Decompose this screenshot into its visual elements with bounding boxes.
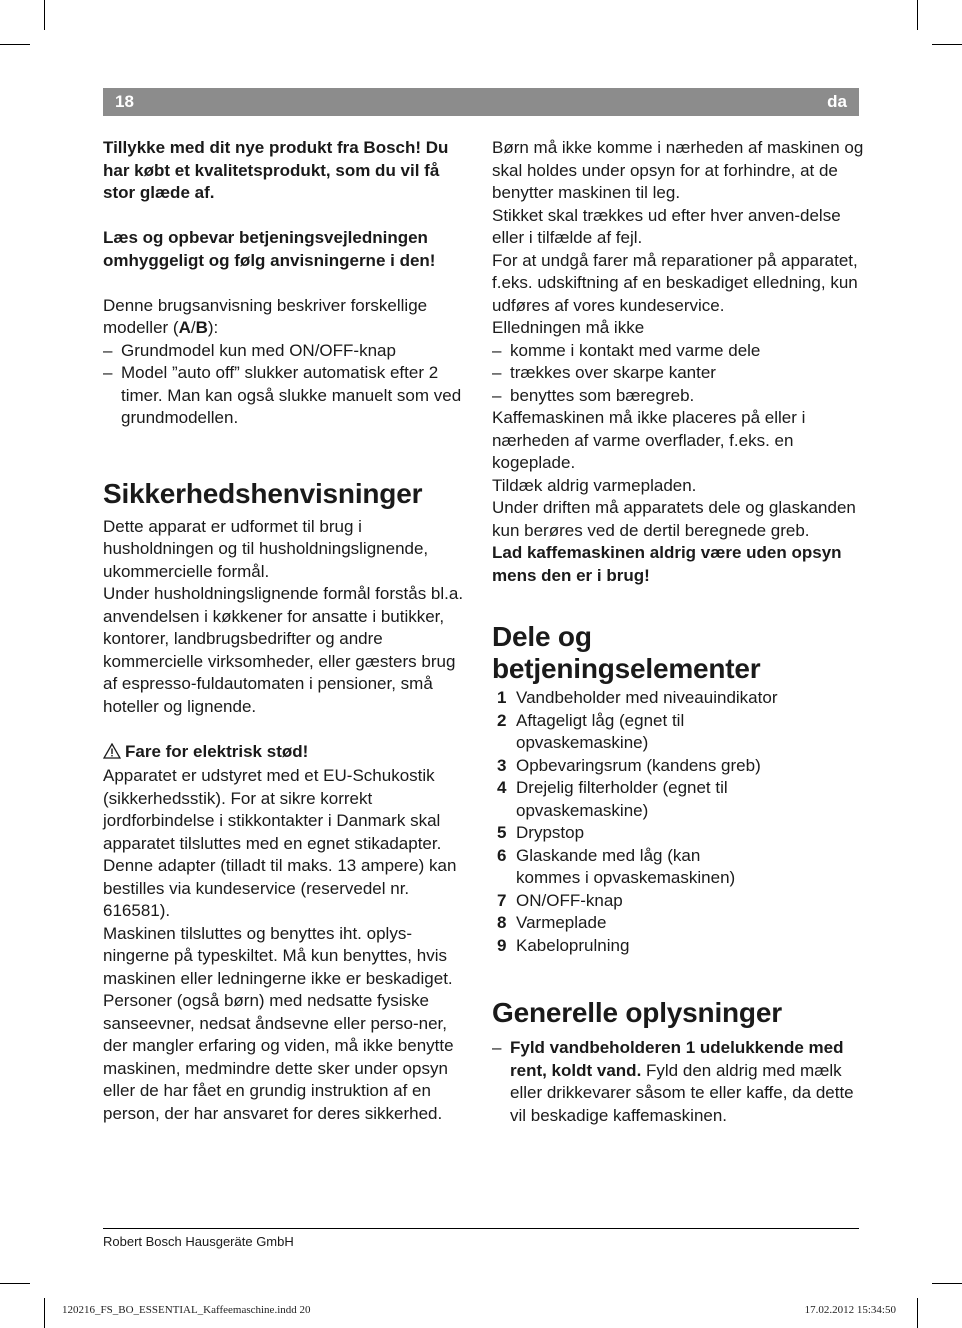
print-slug-date: 17.02.2012 15:34:50: [804, 1304, 896, 1316]
intro-instruction: Læs og opbevar betjeningsvejledningen omhyggeligt og følg anvisningerne i den!: [103, 228, 436, 270]
parts-list: [492, 687, 864, 957]
list-item: 3 Opbevaringsrum (kandens greb): [497, 755, 761, 775]
list-item: 4 Drejelig filterholder (egnet til opvaskemaskine): [497, 778, 728, 820]
safety-bold-note: Lad kaffemaskinen aldrig være uden opsyn mens den er i brug!: [492, 543, 842, 585]
parts-heading: Dele og betjeningselementer: [492, 621, 761, 684]
crop-mark: [44, 1298, 45, 1328]
safety-paragraph: Under husholdningslignende formål forstås bl.a. anvendelsen i køkkener for ansatte i butikker, kontorer, landbrugsbedrifter og andre kommercielle virksomheder, eller gæsters brug af espresso-fuldautomaten i pensioner, små hoteller og lignende.: [103, 584, 464, 716]
safety-paragraph: Kaffemaskinen må ikke placeres på eller i nærheden af varme overflader, f.eks. en kogeplade.: [492, 408, 806, 472]
list-item: 8 Varmeplade: [497, 913, 607, 932]
list-item: – benyttes som bæregreb.: [492, 385, 695, 405]
crop-mark: [0, 1283, 30, 1284]
list-item: 2 Aftageligt låg (egnet til opvaskemaskine): [497, 710, 685, 752]
footer-company: Robert Bosch Hausgeräte GmbH: [103, 1234, 294, 1249]
crop-mark: [932, 1283, 962, 1284]
language-code: da: [827, 92, 847, 111]
print-slug-file: 120216_FS_BO_ESSENTIAL_Kaffeemaschine.indd 20: [62, 1304, 311, 1316]
warning-triangle-icon: [103, 743, 121, 766]
safety-paragraph: Under driften må apparatets dele og glaskanden kun berøres ved de dertil beregnede greb.: [492, 498, 856, 540]
warning-paragraph: Apparatet er udstyret med et EU-Schukostik (sikkerhedsstik). For at sikre korrekt jordforbindelse i stikkontakter i Danmark skal apparatet tilsluttes med en egnet stikadapter. Denne adapter (tilladt til maks. 13 ampere) kan bestilles via kundeservice (reservedel nr. 616581).: [103, 766, 457, 920]
warning-title: Fare for elektrisk stød!: [103, 741, 473, 766]
list-item: – Grundmodel kun med ON/OFF-knap: [103, 340, 396, 360]
list-item: 1 Vandbeholder med niveauindikator: [497, 688, 778, 707]
list-item: – Fyld vandbeholderen 1 udelukkende med rent, koldt vand. Fyld den aldrig med mælk eller drikkevarer såsom te eller kaffe, da dette vil beskadige kaffemaskinen.: [492, 1038, 854, 1125]
safety-heading: Sikkerhedshenvisninger: [103, 477, 423, 509]
crop-mark: [932, 44, 962, 45]
warning-paragraph: Maskinen tilsluttes og benyttes iht. oplys-ningerne på typeskiltet. Må kun benyttes, hvis maskinen eller ledningerne ikke er beskadiget.: [103, 923, 453, 988]
safety-paragraph: Børn må ikke komme i nærheden af maskinen og skal holdes under opsyn for at forhindre, at de benytter maskinen til leg.: [492, 138, 864, 202]
list-item: – Model ”auto off” slukker automatisk efter 2 timer. Man kan også slukke manuelt som ved grundmodellen.: [103, 363, 462, 427]
right-column: [492, 137, 864, 1127]
crop-mark: [0, 44, 30, 45]
general-heading: Generelle oplysninger: [492, 997, 782, 1028]
safety-paragraph: Tildæk aldrig varmepladen.: [492, 475, 697, 495]
warning-paragraph: Personer (også børn) med nedsatte fysiske sanseevner, nedsat åndsevne eller perso-ner, der mangler erfaring og viden, må ikke benytte maskinen, medmindre dette sker under opsyn eller de har fået en grundig instruktion af en person, der har ansvaret for deres sikkerhed.: [103, 991, 454, 1123]
list-item: – komme i kontakt med varme dele: [492, 340, 761, 360]
crop-mark: [917, 1298, 918, 1328]
crop-mark: [44, 0, 45, 30]
page-number: 18: [115, 92, 134, 111]
intro-greeting: Tillykke med dit nye produkt fra Bosch! Du har købt et kvalitetsprodukt, som du vil få stor glæde af.: [103, 138, 449, 202]
list-item: 6 Glaskande med låg (kan kommes i opvaskemaskinen): [497, 845, 736, 887]
models-intro: Denne brugsanvisning beskriver forskellige modeller (A/B):: [103, 295, 428, 337]
cord-intro: Elledningen må ikke: [492, 318, 645, 337]
list-item: 9 Kabeloprulning: [497, 935, 630, 955]
left-column: [103, 137, 473, 1125]
safety-paragraph: For at undgå farer må reparationer på apparatet, f.eks. udskiftning af en beskadiget elledning, kun udføres af vores kundeservice.: [492, 250, 858, 315]
list-item: – trækkes over skarpe kanter: [492, 363, 716, 382]
crop-mark: [917, 0, 918, 30]
safety-paragraph: Dette apparat er udformet til brug i husholdningen og til husholdningslignende, ukommercielle formål.: [103, 516, 429, 581]
page-header-bar: [103, 88, 859, 116]
list-item: 5 Drypstop: [497, 823, 585, 842]
safety-paragraph: Stikket skal trækkes ud efter hver anven-delse eller i tilfælde af fejl.: [492, 205, 841, 247]
footer-rule: [103, 1228, 859, 1229]
list-item: 7 ON/OFF-knap: [497, 890, 623, 910]
